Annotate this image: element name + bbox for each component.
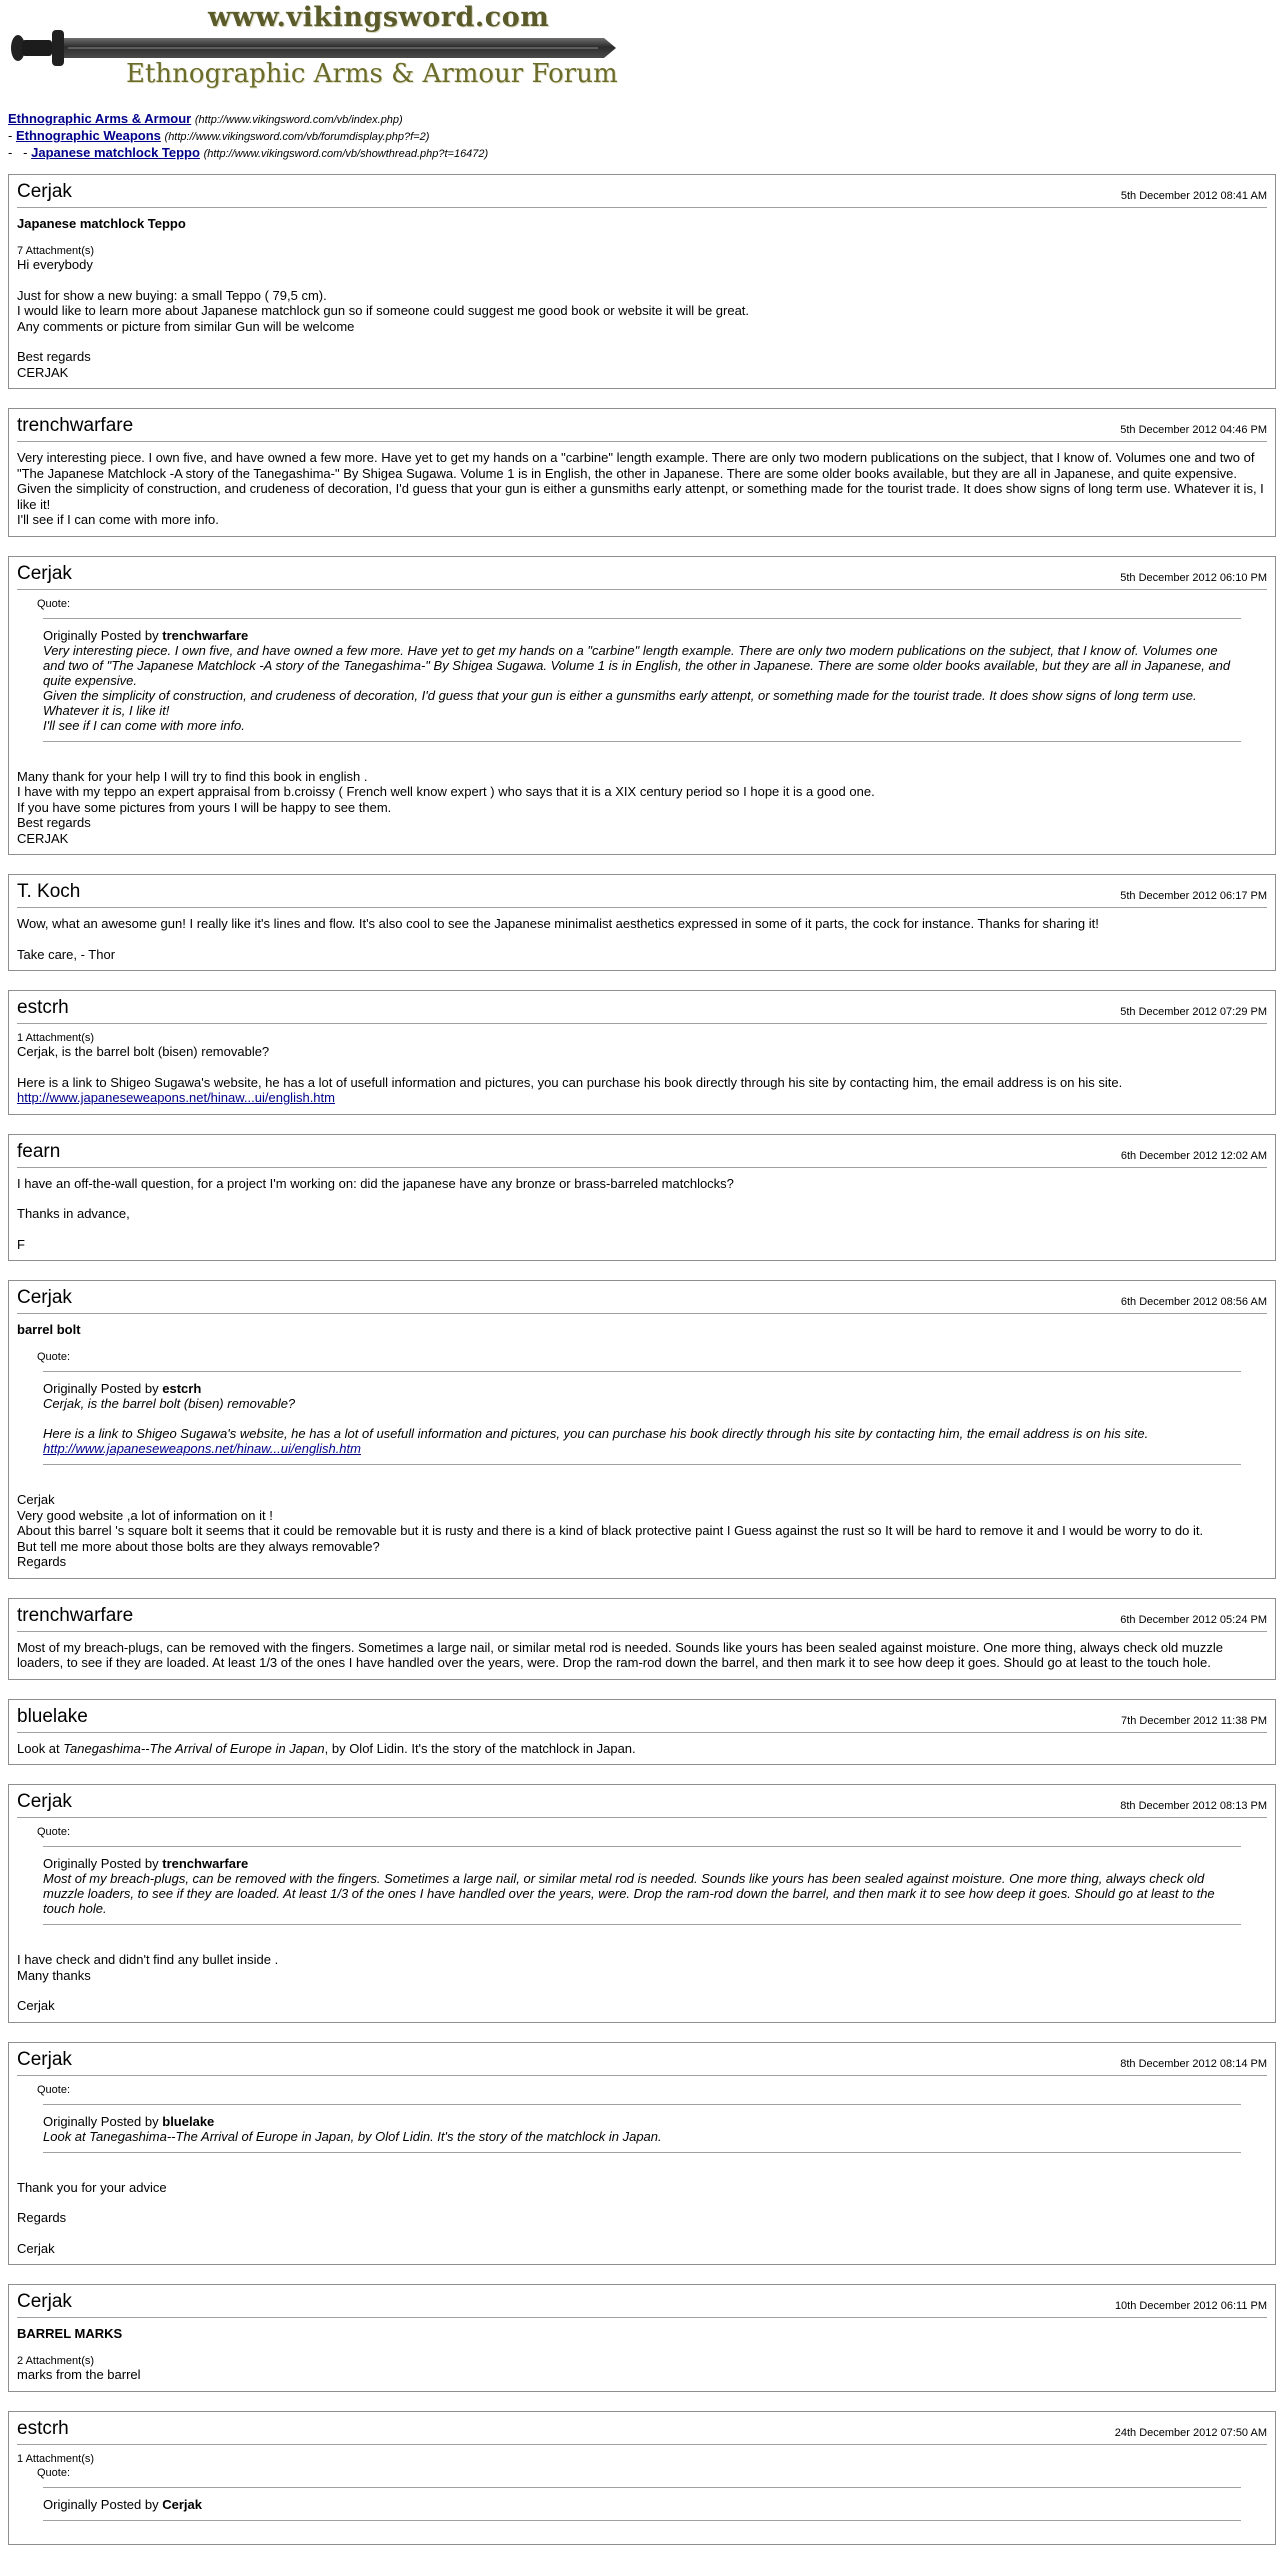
quote-paragraph: Very interesting piece. I own five, and have owned a few more. Have yet to get my hands on a "carbine" length example. There are only two modern publications on the subject, that I know of. Volumes one and two of "The Japanese Matchlock -A story of the Tanegashima-" By Shigea Sugawa. Volume 1 is in English, the other in Japanese. There are some older books available, but they are all in Japanese, and quite expensive. Given the simplicity of construction, and crudeness of decoration, I'd guess that your gun is either a gunsmiths early attenpt, or something made for the tourist trade. It does show signs of long term use. Whatever it is, I like it! I'll see if I can come with more info. bbox=[43, 642, 1231, 733]
post-header bbox=[17, 2418, 1267, 2440]
post-divider bbox=[17, 207, 1267, 208]
post-header bbox=[17, 1287, 1267, 1309]
post-body bbox=[17, 257, 1267, 380]
quote-label: Quote: bbox=[37, 1826, 71, 1838]
post-date: 10th December 2012 06:11 PM bbox=[1114, 2300, 1267, 2312]
post-paragraph: Cerjak Very good website ,a lot of information on it ! About this barrel 's square bolt it seems that it could be removable but it is rusty and there is a kind of black protective paint I Guess against the rust so It will be hard to remove it and I would be worry to do it. But tell me more about those bolts are they always removable? Regards bbox=[17, 1492, 1204, 1569]
forum-banner bbox=[8, 4, 616, 96]
post-body bbox=[17, 1492, 1267, 1570]
post-date: 8th December 2012 08:14 PM bbox=[1120, 2057, 1267, 2070]
quote-label: Quote: bbox=[37, 1351, 71, 1363]
post-author[interactable]: estcrh bbox=[17, 997, 69, 1018]
post-paragraph: Wow, what an awesome gun! I really like it's lines and flow. It's also cool to see the Japanese minimalist aesthetics expressed in some of it parts, the cock for instance. Thanks for sharing it! bbox=[17, 916, 1099, 931]
post-paragraph: Best regards CERJAK bbox=[17, 349, 91, 380]
post-date: 6th December 2012 12:02 AM bbox=[1120, 1149, 1267, 1162]
quote-paragraph: Look at Tanegashima--The Arrival of Europe in Japan, by Olof Lidin. It's the story of the matchlock in Japan. bbox=[43, 2128, 662, 2144]
quote-label: Quote: bbox=[37, 597, 71, 610]
post-paragraph: Many thank for your help I will try to find this book in english . I have with my teppo an expert appraisal from b.croissy ( French well know expert ) who says that it is a XIX century period so I hope it is a good one. If you have some pictures from yours I will be happy to see them. Best regards CERJAK bbox=[17, 768, 875, 846]
sword-grip-icon bbox=[22, 40, 52, 56]
forum-title: Ethnographic Arms & Armour Forum bbox=[126, 59, 618, 89]
post-divider bbox=[17, 1023, 1267, 1024]
post-body bbox=[17, 916, 1267, 962]
post-paragraph: Just for show a new buying: a small Teppo ( 79,5 cm). I would like to learn more about Japanese matchlock gun so if someone could suggest me good book or website it will be great. Any comments or picture from similar Gun will be welcome bbox=[17, 287, 750, 334]
post-divider bbox=[17, 2317, 1267, 2318]
quote-attribution bbox=[43, 628, 1241, 643]
post bbox=[8, 2284, 1276, 2392]
post-paragraph: Very interesting piece. I own five, and have owned a few more. Have yet to get my hands on a "carbine" length example. There are only two modern publications on the subject, that I know of. Volumes one and two of "The Japanese Matchlock -A story of the Tanegashima-" By Shigea Sugawa. Volume 1 is in English, the other in Japanese. There are some older books available, but they are all in Japanese, and quite expensive. Given the simplicity of construction, and crudeness of decoration, I'd guess that your gun is either a gunsmiths early attenpt, or something made for the tourist trade. It does show signs of long term use. Whatever it is, I like it! I'll see if I can come with more info. bbox=[17, 450, 1264, 527]
post-paragraph: I have an off-the-wall question, for a project I'm working on: did the japanese have any bronze or brass-barreled matchlocks? bbox=[17, 1175, 734, 1191]
post-title: barrel bolt bbox=[17, 1322, 81, 1337]
post bbox=[8, 1280, 1276, 1579]
post-divider bbox=[17, 1732, 1267, 1733]
post-divider bbox=[17, 1817, 1267, 1818]
post-body bbox=[17, 1741, 1267, 1757]
post-paragraph: Cerjak bbox=[17, 2240, 55, 2256]
quote-block bbox=[43, 2104, 1241, 2153]
post-divider bbox=[17, 1313, 1267, 1314]
post-header bbox=[17, 2291, 1267, 2313]
quote-block bbox=[43, 2487, 1241, 2521]
post-paragraph: Cerjak bbox=[17, 1998, 55, 2013]
breadcrumb-item bbox=[8, 111, 488, 128]
post-body bbox=[17, 2367, 1267, 2383]
attachment-count[interactable]: 1 Attachment(s) bbox=[17, 1032, 95, 1044]
post bbox=[8, 174, 1276, 389]
post-date: 5th December 2012 06:10 PM bbox=[1120, 571, 1267, 584]
post-author[interactable]: bluelake bbox=[17, 1705, 88, 1727]
post-paragraph: Thanks in advance, bbox=[17, 1206, 130, 1221]
post-paragraph: Most of my breach-plugs, can be removed with the fingers. Sometimes a large nail, or similar metal rod is needed. Sounds like yours has been sealed against moisture. One more thing, always check old muzzle loaders, to see if they are loaded. At least 1/3 of the ones I have handled over the years, were. Drop the ram-rod down the barrel, and then mark it to see how deep it goes. Should go at least to the touch hole. bbox=[17, 1639, 1223, 1670]
post-header bbox=[17, 1706, 1267, 1728]
quote-author: bluelake bbox=[162, 2113, 215, 2129]
breadcrumb-url: (http://www.vikingsword.com/vb/showthread.php?t=16472) bbox=[203, 148, 489, 160]
spacer bbox=[17, 757, 1267, 769]
post-paragraph: F bbox=[17, 1236, 25, 1252]
post-date: 5th December 2012 07:29 PM bbox=[1120, 1006, 1267, 1018]
post bbox=[8, 408, 1276, 537]
post-paragraph: Thank you for your advice bbox=[17, 2179, 167, 2195]
quote-block bbox=[43, 1846, 1241, 1925]
post-date: 8th December 2012 08:13 PM bbox=[1120, 1800, 1267, 1812]
quote-paragraph: Cerjak, is the barrel bolt (bisen) removable? bbox=[43, 1396, 296, 1411]
post-date: 5th December 2012 08:41 AM bbox=[1120, 190, 1267, 202]
post bbox=[8, 990, 1276, 1115]
post-paragraph: Hi everybody bbox=[17, 257, 93, 272]
post-author[interactable]: Cerjak bbox=[17, 1287, 72, 1308]
post-header bbox=[17, 2049, 1267, 2071]
post-paragraph bbox=[17, 1741, 1267, 1757]
quote-link[interactable]: http://www.japaneseweapons.net/hinaw...ui/english.htm bbox=[43, 1441, 361, 1456]
book-title: Tanegashima--The Arrival of Europe in Japan bbox=[63, 1740, 325, 1756]
post-divider bbox=[17, 2075, 1267, 2076]
post-author[interactable]: Cerjak bbox=[17, 1791, 72, 1812]
quote-attribution bbox=[43, 2114, 1241, 2129]
post-header bbox=[17, 563, 1267, 585]
quote-author: estcrh bbox=[162, 1381, 202, 1396]
post-body bbox=[17, 450, 1267, 528]
post-header bbox=[17, 1605, 1267, 1627]
quote-prefix: Originally Posted by bbox=[43, 627, 159, 643]
post-author[interactable]: Cerjak bbox=[17, 2291, 72, 2312]
post-body bbox=[17, 769, 1267, 847]
post-title: BARREL MARKS bbox=[17, 2326, 123, 2341]
quote-paragraph: Here is a link to Shigeo Sugawa's website, he has a lot of usefull information and pictures, you can purchase his book directly through his site by contacting him, the email address is on his site. http://www.japaneseweapons.net/hinaw...ui/english.htm bbox=[43, 1426, 1149, 1456]
post-header bbox=[17, 1791, 1267, 1813]
quote-attribution bbox=[43, 2497, 1241, 2512]
post-body bbox=[17, 1952, 1267, 2014]
quote-attribution bbox=[43, 1856, 1241, 1871]
quote-prefix: Originally Posted by bbox=[43, 1381, 159, 1396]
quote-label: Quote: bbox=[37, 2466, 71, 2479]
post-date: 7th December 2012 11:38 PM bbox=[1121, 1714, 1267, 1727]
post-divider bbox=[17, 589, 1267, 590]
quote-block bbox=[43, 1371, 1241, 1465]
post-divider bbox=[17, 441, 1267, 442]
post-author[interactable]: estcrh bbox=[17, 2417, 69, 2439]
post bbox=[8, 2411, 1276, 2545]
post-date: 5th December 2012 04:46 PM bbox=[1120, 424, 1267, 436]
quote-label: Quote: bbox=[37, 2083, 71, 2096]
site-url: www.vikingsword.com bbox=[208, 2, 550, 33]
spacer bbox=[17, 2168, 1267, 2180]
post bbox=[8, 556, 1276, 856]
quote-author: trenchwarfare bbox=[162, 1856, 249, 1871]
quote-author: trenchwarfare bbox=[162, 627, 249, 643]
attachment-count[interactable]: 2 Attachment(s) bbox=[17, 2355, 95, 2367]
attachment-count[interactable]: 1 Attachment(s) bbox=[17, 2452, 95, 2465]
quote-prefix: Originally Posted by bbox=[43, 1856, 159, 1871]
post-paragraph: Here is a link to Shigeo Sugawa's website, he has a lot of usefull information and pictures, you can purchase his book directly through his site by contacting him, the email address is on his site. http://www.japaneseweapons.net/hinaw...ui/english.htm bbox=[17, 1074, 1123, 1105]
post-title: Japanese matchlock Teppo bbox=[17, 216, 186, 231]
post-author[interactable]: Cerjak bbox=[17, 562, 72, 584]
post-divider bbox=[17, 1631, 1267, 1632]
post-list bbox=[8, 174, 1276, 2564]
post-paragraph: Cerjak, is the barrel bolt (bisen) removable? bbox=[17, 1044, 270, 1059]
post-paragraph: marks from the barrel bbox=[17, 2367, 141, 2382]
post bbox=[8, 2042, 1276, 2266]
post-header bbox=[17, 881, 1267, 903]
breadcrumb-item bbox=[8, 128, 488, 145]
post-body bbox=[17, 1176, 1267, 1253]
post-divider bbox=[17, 2444, 1267, 2445]
post bbox=[8, 1784, 1276, 2023]
post bbox=[8, 1134, 1276, 1262]
post-header bbox=[17, 181, 1267, 203]
post-author[interactable]: fearn bbox=[17, 1140, 61, 1162]
breadcrumb-dash: - bbox=[8, 128, 13, 143]
post-paragraph: I have check and didn't find any bullet inside . Many thanks bbox=[17, 1952, 279, 1983]
breadcrumb-url: (http://www.vikingsword.com/vb/index.php) bbox=[194, 114, 403, 126]
quote-text bbox=[43, 1396, 1241, 1456]
post-text: Look at bbox=[17, 1740, 64, 1756]
post-divider bbox=[17, 1167, 1267, 1168]
quote-text bbox=[43, 1871, 1241, 1916]
quote-prefix: Originally Posted by bbox=[43, 2496, 159, 2512]
quote-block bbox=[43, 618, 1241, 742]
post-author[interactable]: trenchwarfare bbox=[17, 415, 134, 436]
post-link[interactable]: http://www.japaneseweapons.net/hinaw...ui/english.htm bbox=[17, 1090, 335, 1105]
post bbox=[8, 1598, 1276, 1680]
breadcrumb-link[interactable]: Ethnographic Arms & Armour bbox=[8, 111, 192, 126]
quote-paragraph: Most of my breach-plugs, can be removed with the fingers. Sometimes a large nail, or similar metal rod is needed. Sounds like yours has been sealed against moisture. One more thing, always check old muzzle loaders, to see if they are loaded. At least 1/3 of the ones I have handled over the years, were. Drop the ram-rod down the barrel, and then mark it to see how deep it goes. Should go at least to the touch hole. bbox=[43, 1871, 1215, 1916]
post-header bbox=[17, 997, 1267, 1019]
breadcrumb-item bbox=[8, 145, 488, 162]
post-author[interactable]: trenchwarfare bbox=[17, 1604, 134, 1626]
quote-text bbox=[43, 643, 1241, 733]
sword-crossguard-icon bbox=[52, 30, 64, 66]
post-date: 6th December 2012 08:56 AM bbox=[1120, 1296, 1267, 1308]
post-header bbox=[17, 415, 1267, 437]
breadcrumb-link[interactable]: Ethnographic Weapons bbox=[15, 128, 161, 143]
post-divider bbox=[17, 907, 1267, 908]
post bbox=[8, 874, 1276, 971]
quote-text bbox=[43, 2129, 1241, 2144]
post-author[interactable]: T. Koch bbox=[17, 881, 81, 902]
breadcrumb-url: (http://www.vikingsword.com/vb/forumdisplay.php?f=2) bbox=[164, 131, 430, 143]
quote-attribution bbox=[43, 1381, 1241, 1396]
quote-prefix: Originally Posted by bbox=[43, 2113, 159, 2129]
post-paragraph: Take care, - Thor bbox=[17, 946, 116, 962]
post-author[interactable]: Cerjak bbox=[17, 181, 72, 202]
attachment-count[interactable]: 7 Attachment(s) bbox=[17, 245, 95, 257]
spacer bbox=[17, 1480, 1267, 1492]
quote-author: Cerjak bbox=[162, 2496, 202, 2512]
post-date: 5th December 2012 06:17 PM bbox=[1120, 890, 1267, 902]
breadcrumb-dash: - - bbox=[8, 145, 28, 160]
post-paragraph: Regards bbox=[17, 2210, 67, 2225]
post bbox=[8, 1699, 1276, 1766]
post-author[interactable]: Cerjak bbox=[17, 2048, 72, 2070]
post-text: , by Olof Lidin. It's the story of the matchlock in Japan. bbox=[324, 1740, 636, 1756]
post-body bbox=[17, 2180, 1267, 2257]
post-body bbox=[17, 1640, 1267, 1671]
post-date: 24th December 2012 07:50 AM bbox=[1114, 2426, 1267, 2439]
post-body bbox=[17, 1044, 1267, 1106]
spacer bbox=[17, 1940, 1267, 1952]
breadcrumb-link[interactable]: Japanese matchlock Teppo bbox=[31, 145, 200, 160]
post-header bbox=[17, 1141, 1267, 1163]
breadcrumb bbox=[8, 111, 488, 162]
post-date: 6th December 2012 05:24 PM bbox=[1120, 1613, 1267, 1626]
